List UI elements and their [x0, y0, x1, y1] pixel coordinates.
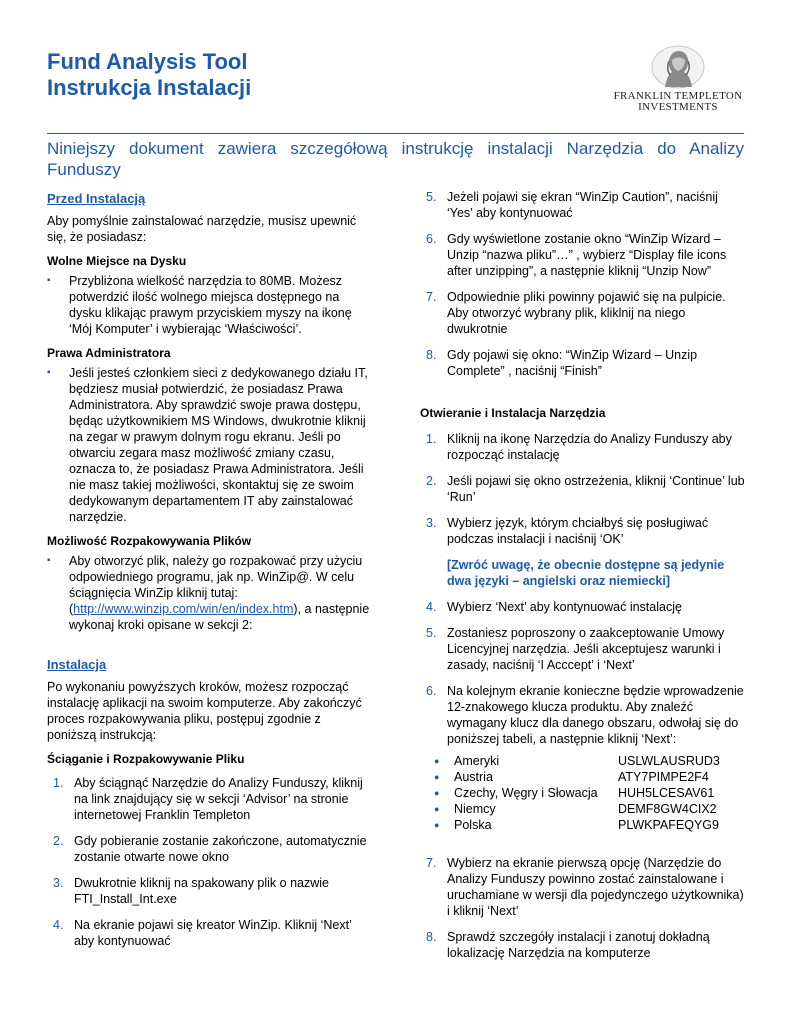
- document-title-line1: Fund Analysis Tool: [47, 49, 248, 74]
- language-note: [Zwróć uwagę, że obecnie dostępne są jedynie dwa języki – angielski oraz niemiecki]: [447, 558, 725, 588]
- intro-paragraph: Niniejszy dokument zawiera szczegółową instrukcję instalacji Narzędzia do Analizy Funduszy: [47, 139, 744, 179]
- document-title-line2: Instrukcja Instalacji: [47, 75, 252, 100]
- dot-bullet-icon: ●: [434, 788, 440, 798]
- admin-rights-heading: Prawa Administratora: [47, 346, 171, 360]
- table-row: [434, 769, 720, 785]
- list-item: [420, 855, 745, 919]
- list-item: [420, 231, 745, 279]
- table-row: [434, 753, 720, 769]
- step-text: Aby ściągnąć Narzędzie do Analizy Funduszy, kliknij na link znajdujący się w sekcji ‘Advisor’ na stronie internetowej Franklin Templeton: [74, 776, 363, 822]
- step-number: 4.: [426, 600, 437, 614]
- list-item: [420, 683, 745, 747]
- square-bullet-icon: ▪: [47, 275, 51, 286]
- list-item: [47, 917, 372, 949]
- step-text: Gdy pobieranie zostanie zakończone, automatycznie zostanie otwarte nowe okno: [74, 834, 367, 864]
- logo-brand-line1: FRANKLIN TEMPLETON: [613, 90, 743, 102]
- step-number: 4.: [53, 918, 64, 932]
- open-install-heading: Otwieranie i Instalacja Narzędzia: [420, 406, 606, 420]
- dot-bullet-icon: ●: [434, 820, 440, 830]
- list-item: [47, 775, 372, 823]
- region-name: Niemcy: [454, 802, 496, 816]
- install-intro-text: Po wykonaniu powyższych kroków, możesz rozpocząć instalację aplikacji na swoim komputerze. Aby zakończyć proces rozpakowywania pliku, postępuj zgodnie z poniższą instrukcją:: [47, 680, 362, 742]
- step-number: 3.: [53, 876, 64, 890]
- product-key: USLWLAUSRUD3: [618, 754, 720, 768]
- list-item: [47, 365, 372, 525]
- list-item: [420, 625, 745, 673]
- step-number: 5.: [426, 190, 437, 204]
- step-text: Zostaniesz poproszony o zaakceptowanie Umowy Licencyjnej narzędzia. Jeśli akceptujesz warunki i zasady, naciśnij ‘I Acccept’ i ‘Next’: [447, 626, 725, 672]
- unzip-text-start: Aby otworzyć plik, należy go rozpakować przy użyciu odpowiedniego programu, jak np. WinZip@. W celu ściągnięcia WinZip kliknij tutaj: (: [69, 554, 363, 616]
- product-key: HUH5LCESAV61: [618, 786, 715, 800]
- logo-brand-line2: INVESTMENTS: [638, 101, 718, 113]
- square-bullet-icon: ▪: [47, 555, 51, 566]
- step-text: Sprawdź szczegóły instalacji i zanotuj dokładną lokalizację Narzędzia na komputerze: [447, 930, 710, 960]
- dot-bullet-icon: ●: [434, 756, 440, 766]
- step-text: Odpowiednie pliki powinny pojawić się na pulpicie. Aby otworzyć wybrany plik, kliklnij na niego dwukrotnie: [447, 290, 726, 336]
- step-text: Wybierz ‘Next’ aby kontynuować instalację: [447, 600, 682, 614]
- step-number: 2.: [426, 474, 437, 488]
- list-item: [420, 473, 745, 505]
- step-number: 6.: [426, 232, 437, 246]
- winzip-download-link[interactable]: http://www.winzip.com/win/en/index.htm: [73, 602, 294, 616]
- product-key: DEMF8GW4CIX2: [618, 802, 717, 816]
- step-number: 6.: [426, 684, 437, 698]
- list-item: [420, 189, 745, 221]
- step-number: 8.: [426, 930, 437, 944]
- region-name: Austria: [454, 770, 493, 784]
- section-heading-installation: Instalacja: [47, 657, 107, 672]
- step-number: 5.: [426, 626, 437, 640]
- product-key: PLWKPAFEQYG9: [618, 818, 719, 832]
- step-number: 1.: [53, 776, 64, 790]
- region-name: Ameryki: [454, 754, 500, 768]
- dot-bullet-icon: ●: [434, 772, 440, 782]
- admin-rights-text: Jeśli jesteś członkiem sieci z dedykowanego działu IT, będziesz musiał potwierdzić, że posiadasz Prawa Administratora. Aby sprawdzić swoje prawa dostępu, będąc użytkownikiem MS Windows, dwukrotnie kliknij na zegar w prawym dolnym rogu ekranu. Jeśli po otwarciu zegara masz możliwość zmiany czasu, oznacza to, że posiadasz Prawa Administratora. Jeśli nie masz takiej możliwości, skontaktuj się ze swoim dedykowanym departamentem IT aby zainstalować narzędzie.: [69, 366, 368, 524]
- before-intro-text: Aby pomyślnie zainstalować narzędzie, musisz upewnić się, że posiadasz:: [47, 214, 357, 244]
- dot-bullet-icon: ●: [434, 804, 440, 814]
- table-row: [434, 785, 720, 801]
- download-heading: Ściąganie i Rozpakowywanie Pliku: [47, 752, 245, 766]
- step-text: Gdy wyświetlone zostanie okno “WinZip Wizard – Unzip “nazwa pliku”…” , wybierz “Display file icons after unzipping”, a następnie kliknij “Unzip Now”: [447, 232, 727, 278]
- list-item: [420, 929, 745, 961]
- list-item: [420, 515, 745, 547]
- list-item: [420, 347, 745, 379]
- list-item: [420, 599, 745, 615]
- step-text: Wybierz język, którym chciałbyś się posługiwać podczas instalacji i naciśnij ‘OK’: [447, 516, 709, 546]
- step-text: Gdy pojawi się okno: “WinZip Wizard – Unzip Complete” , naciśnij “Finish”: [447, 348, 698, 378]
- header-divider: [47, 133, 744, 134]
- left-column: [47, 191, 372, 959]
- step-number: 2.: [53, 834, 64, 848]
- product-key: ATY7PIMPE2F4: [618, 770, 709, 784]
- franklin-templeton-logo: [608, 45, 748, 113]
- list-item: [47, 875, 372, 907]
- benjamin-franklin-portrait-icon: [650, 45, 706, 89]
- product-key-table: [434, 753, 720, 833]
- step-text: Dwukrotnie kliknij na spakowany plik o nazwie FTI_Install_Int.exe: [74, 876, 329, 906]
- region-name: Czechy, Węgry i Słowacja: [454, 786, 598, 800]
- step-text: Jeżeli pojawi się ekran “WinZip Caution”, naciśnij ‘Yes’ aby kontynuować: [447, 190, 718, 220]
- step-text: Kliknij na ikonę Narzędzia do Analizy Funduszy aby rozpocząć instalację: [447, 432, 732, 462]
- section-heading-before-install: Przed Instalacją: [47, 191, 146, 206]
- square-bullet-icon: ▪: [47, 367, 51, 378]
- step-number: 3.: [426, 516, 437, 530]
- unzip-text-end: ), a następnie wykonaj kroki opisane w sekcji 2:: [69, 602, 370, 632]
- list-item: [420, 289, 745, 337]
- list-item: [47, 553, 372, 633]
- step-text: Wybierz na ekranie pierwszą opcję (Narzędzie do Analizy Funduszy powinno zostać zainstalowane i uruchamiane w wersji dla pojedynczego użytkownika) i kliknij ‘Next’: [447, 856, 744, 918]
- list-item: [420, 431, 745, 463]
- region-name: Polska: [454, 818, 492, 832]
- table-row: [434, 817, 720, 833]
- right-column: [420, 189, 745, 971]
- disk-space-text: Przybliżona wielkość narzędzia to 80MB. Możesz potwerdzić ilość wolnego miejsca dostępnego na dysku klikając prawym przyciskiem myszy na ikonę ‘Mój Komputer’ i wybierając ‘Właściwości’.: [69, 274, 352, 336]
- step-text: Na ekranie pojawi się kreator WinZip. Kliknij ‘Next’ aby kontynuować: [74, 918, 352, 948]
- unzip-heading: Możliwość Rozpakowywania Plików: [47, 534, 252, 548]
- step-text: Na kolejnym ekranie konieczne będzie wprowadzenie 12-znakowego klucza produktu. Aby znaleźć wymagany klucz dla danego obszaru, odwołaj się do poniższej tabeli, a następnie kliknij ‘Next’:: [447, 684, 744, 746]
- step-number: 8.: [426, 348, 437, 362]
- step-number: 7.: [426, 856, 437, 870]
- table-row: [434, 801, 720, 817]
- list-item: [47, 273, 372, 337]
- list-item: [47, 833, 372, 865]
- step-text: Jeśli pojawi się okno ostrzeżenia, kliknij ‘Continue’ lub ‘Run’: [447, 474, 745, 504]
- step-number: 1.: [426, 432, 437, 446]
- step-number: 7.: [426, 290, 437, 304]
- disk-space-heading: Wolne Miejsce na Dysku: [47, 254, 187, 268]
